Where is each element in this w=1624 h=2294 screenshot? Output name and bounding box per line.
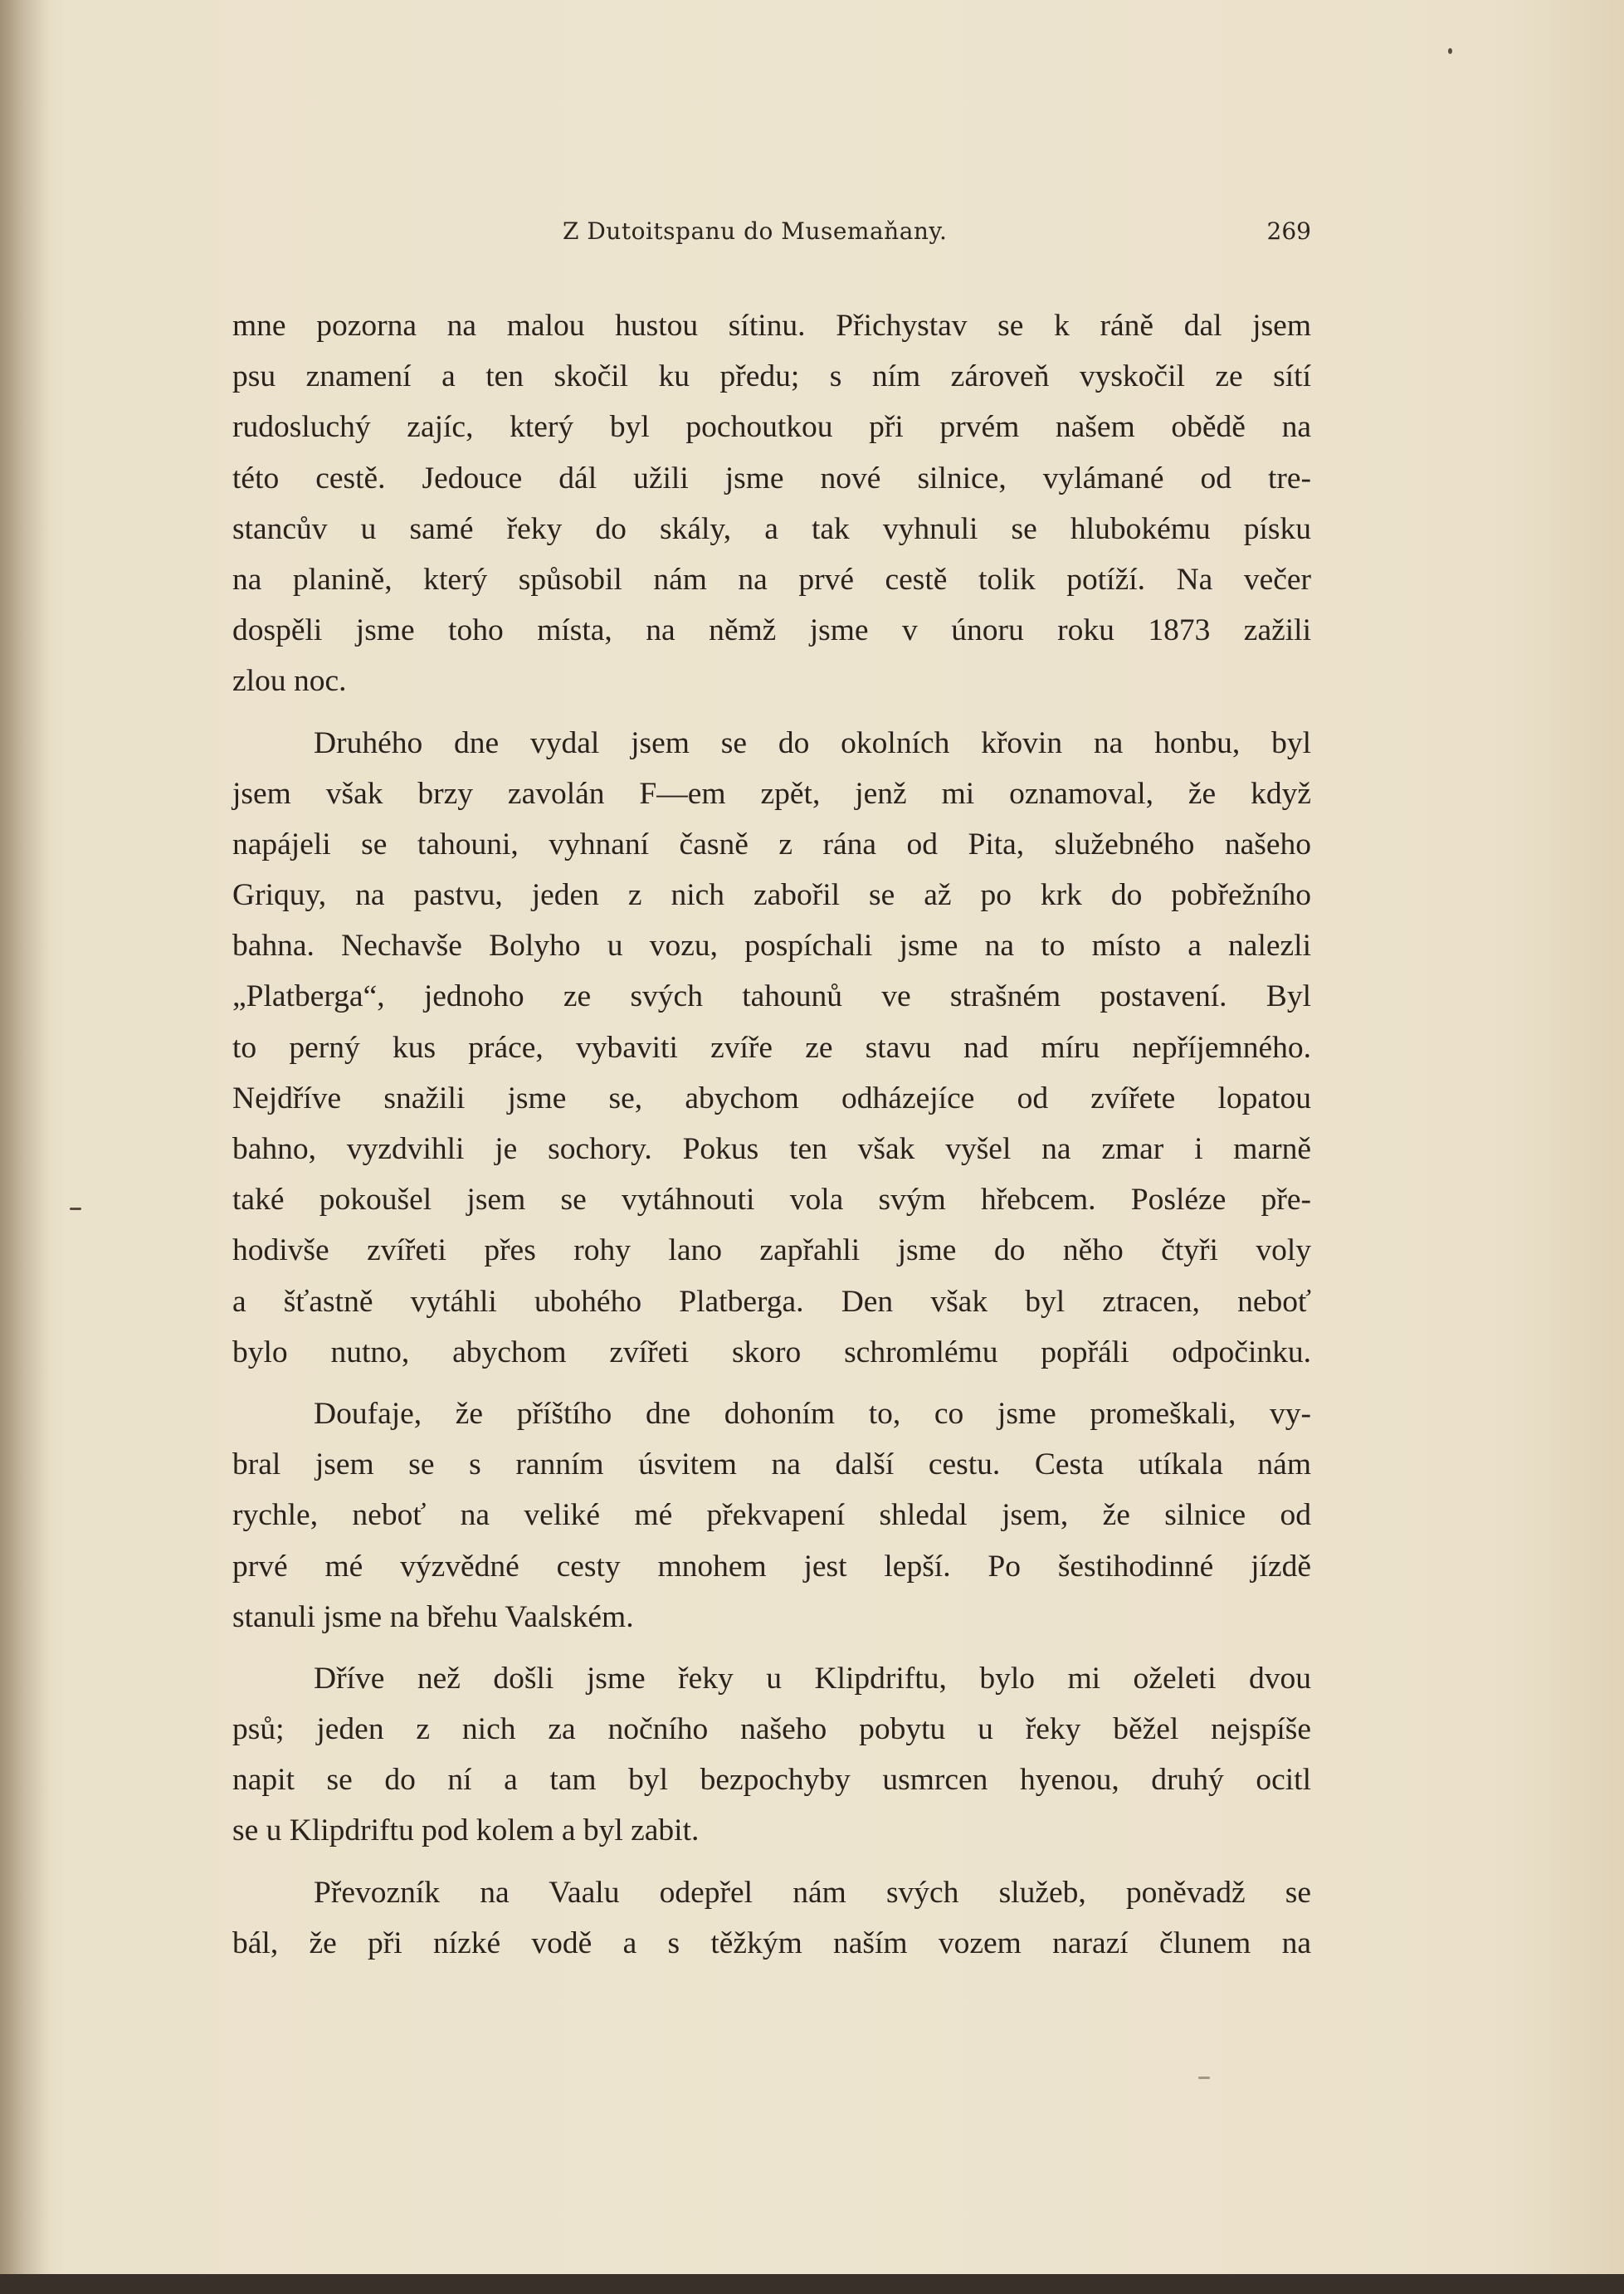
paragraph xyxy=(232,1867,1311,1969)
text-line: „Platberga“, jednoho ze svých tahounů ve strašném postavení. Byl xyxy=(232,979,1311,1014)
text-line: také pokoušel jsem se vytáhnouti vola svým hřebcem. Posléze pře- xyxy=(232,1183,1311,1218)
page-number: 269 xyxy=(1266,217,1311,245)
text-line: zlou noc. xyxy=(232,664,347,699)
text-line: stancův u samé řeky do skály, a tak vyhnuli se hlubokému písku xyxy=(232,511,1311,546)
text-line: této cestě. Jedouce dál užili jsme nové silnice, vylámané od tre- xyxy=(232,461,1311,495)
text-line: Griquy, na pastvu, jeden z nich zabořil se až po krk do pobřežního xyxy=(232,878,1311,913)
text-line: Druhého dne vydal jsem se do okolních křovin na honbu, byl xyxy=(314,725,1311,760)
text-line: Dříve než došli jsme řeky u Klipdriftu, bylo mi oželeti dvou xyxy=(314,1661,1311,1696)
text-line: bahno, vyzdvihli je sochory. Pokus ten však vyšel na zmar i marně xyxy=(232,1132,1311,1166)
paragraph xyxy=(232,718,1311,1378)
paper-speck xyxy=(70,1208,81,1210)
text-line: prvé mé výzvědné cesty mnohem jest lepší. Po šestihodinné jízdě xyxy=(232,1549,1311,1584)
text-line: to perný kus práce, vybaviti zvíře ze stavu nad míru nepříjemného. xyxy=(232,1030,1311,1065)
text-line: bral jsem se s ranním úsvitem na další cestu. Cesta utíkala nám xyxy=(232,1447,1311,1482)
text-line: stanuli jsme na břehu Vaalském. xyxy=(232,1599,634,1634)
running-head-title: Z Dutoitspanu do Musemaňany. xyxy=(563,217,948,245)
text-line: bál, že při nízké vodě a s těžkým naším vozem narazí člunem na xyxy=(232,1925,1311,1960)
paragraph xyxy=(232,1653,1311,1857)
text-line: bylo nutno, abychom zvířeti skoro schromlému popřáli odpočinku. xyxy=(232,1335,1311,1369)
body-text xyxy=(232,300,1311,1979)
text-line: mne pozorna na malou hustou sítinu. Přichystav se k ráně dal jsem xyxy=(232,309,1311,343)
text-line: se u Klipdriftu pod kolem a byl zabit. xyxy=(232,1813,700,1848)
text-line: Převozník na Vaalu odepřel nám svých služeb, poněvadž se xyxy=(314,1875,1311,1910)
text-line: na planině, který spůsobil nám na prvé cestě tolik potíží. Na večer xyxy=(232,562,1311,597)
paragraph xyxy=(232,1389,1311,1642)
text-line: jsem však brzy zavolán F—em zpět, jenž mi oznamoval, že když xyxy=(232,776,1311,811)
paragraph xyxy=(232,300,1311,707)
text-line: bahna. Nechavše Bolyho u vozu, pospíchali jsme na to místo a nalezli xyxy=(232,929,1311,964)
text-line: napit se do ní a tam byl bezpochyby usmrcen hyenou, druhý ocitl xyxy=(232,1763,1311,1798)
text-line: hodivše zvířeti přes rohy lano zapřahli jsme do něho čtyři voly xyxy=(232,1233,1311,1268)
text-line: a šťastně vytáhli ubohého Platberga. Den však byl ztracen, neboť xyxy=(232,1284,1311,1319)
scan-bottom-edge xyxy=(0,2274,1624,2294)
text-line: rudosluchý zajíc, který byl pochoutkou při prvém našem obědě na xyxy=(232,410,1311,445)
text-line: Doufaje, že příštího dne dohoním to, co jsme promeškali, vy- xyxy=(314,1396,1311,1431)
text-line: Nejdříve snažili jsme se, abychom odházejíce od zvířete lopatou xyxy=(232,1081,1311,1115)
text-line: psů; jeden z nich za nočního našeho pobytu u řeky běžel nejspíše xyxy=(232,1712,1311,1747)
text-line: psu znamení a ten skočil ku předu; s ním zároveň vyskočil ze sítí xyxy=(232,359,1311,394)
page-gutter-shadow xyxy=(0,0,50,2274)
text-line: rychle, neboť na veliké mé překvapení shledal jsem, že silnice od xyxy=(232,1498,1311,1533)
text-line: napájeli se tahouni, vyhnaní časně z rána od Pita, služebného našeho xyxy=(232,827,1311,861)
paper-speck xyxy=(1198,2077,1210,2079)
running-head xyxy=(232,217,1311,254)
paper-speck xyxy=(1448,48,1452,54)
text-line: dospěli jsme toho místa, na němž jsme v únoru roku 1873 zažili xyxy=(232,613,1311,648)
